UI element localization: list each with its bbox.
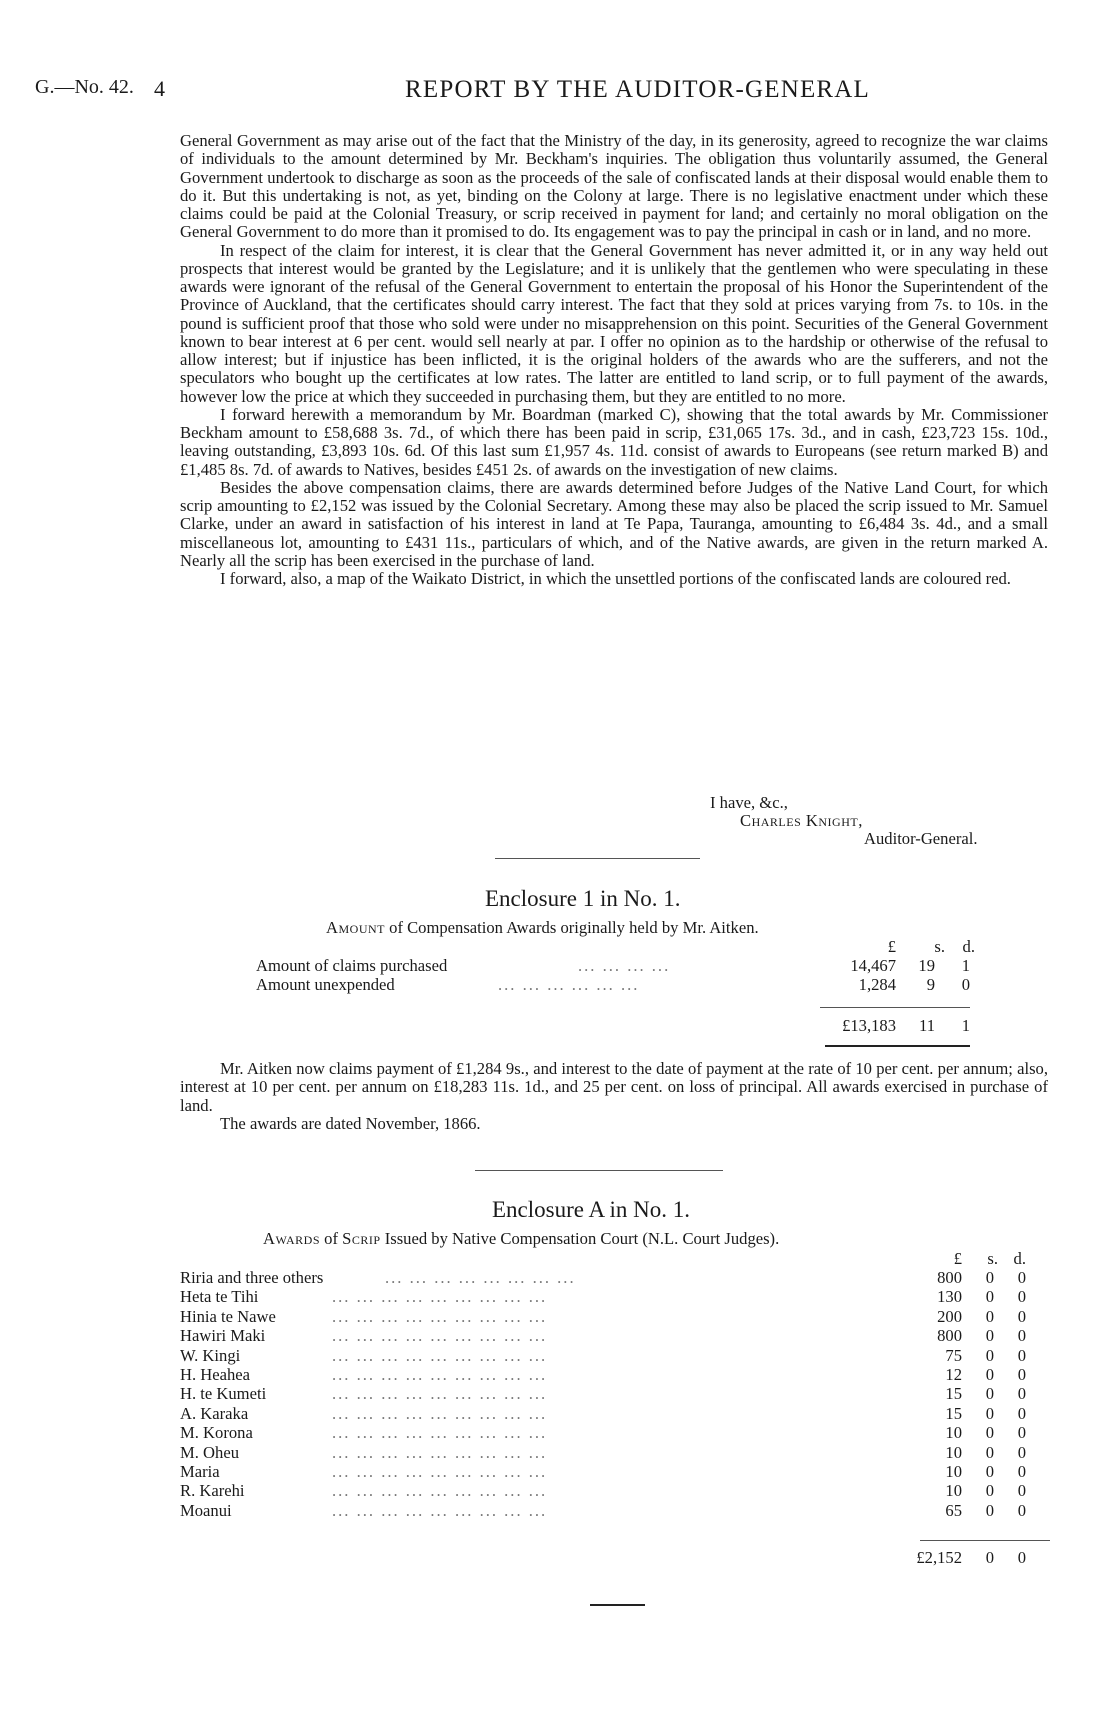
total-pence: 0: [1017, 1548, 1026, 1567]
dot-leader: ... ... ... ... ... ... ... ... ...: [332, 1326, 548, 1346]
pence-value: 0: [1017, 1481, 1026, 1501]
section-divider: [475, 1170, 723, 1171]
letter-paragraph: I forward, also, a map of the Waikato District, in which the unsettled portions of the confiscated lands are coloured red.: [220, 569, 1011, 588]
pounds-value: 800: [937, 1268, 962, 1287]
shillings-value: 0: [985, 1268, 994, 1287]
letter-paragraph: I forward herewith a memorandum by Mr. Boardman (marked C), showing that the total awards by Mr. Commissioner Beckham amount to £58,688 3s. 7d., of which there has been paid in scrip, £31,065 17s. 3d., and in cash, £23,723 15s. 10d., leaving outstanding, £3,893 10s. 6d. Of this last sum £1,957 4s. 11d. consist of awards to Europeans (see return marked B) and £1,485 8s. 7d. of awards to Natives, besides £451 2s. of awards on the investigation of new claims.: [180, 404, 1048, 479]
pence-value: 0: [1017, 1326, 1026, 1346]
table-total-row: [256, 1016, 976, 1035]
table-row: [180, 1443, 1050, 1462]
dot-leader: ... ... ... ... ... ... ... ... ...: [332, 1423, 548, 1443]
pence-value: 0: [1017, 1306, 1026, 1326]
letter-closing: I have, &c.,: [710, 793, 788, 812]
dot-leader: ... ... ... ... ... ... ... ... ...: [332, 1384, 548, 1404]
row-label: W. Kingi: [180, 1345, 241, 1365]
enclosure-1-title: Enclosure 1 in No. 1.: [485, 886, 681, 911]
table-row: [180, 1501, 1050, 1520]
enclosure-1-subtitle: [326, 918, 759, 938]
dot-leader: ... ... ... ...: [578, 956, 671, 975]
pounds-value: 65: [945, 1500, 962, 1520]
enclosure-a-subtitle: [263, 1229, 779, 1249]
pounds-value: 10: [945, 1442, 962, 1462]
row-label: Hawiri Maki: [180, 1326, 266, 1346]
table-header: [256, 937, 976, 956]
pence-value: 0: [1017, 1287, 1026, 1307]
dot-leader: ... ... ... ... ... ... ... ... ...: [332, 1500, 548, 1520]
pounds-value: 15: [945, 1403, 962, 1423]
row-label: R. Karehi: [180, 1481, 245, 1501]
dot-leader: ... ... ... ... ... ...: [498, 975, 640, 994]
table-row: [180, 1462, 1050, 1481]
row-label: A. Karaka: [180, 1403, 249, 1423]
row-label: Heta te Tihi: [180, 1287, 259, 1307]
letter-paragraph: General Government as may arise out of the fact that the Ministry of the day, in its generosity, agreed to recognize the war claims of individuals to the amount determined by Mr. Beckham's inquiries. The obligation thus voluntarily assumed, the General Government undertook to discharge as soon as the proceeds of the sale of confiscated lands at their disposal would enable them to do it. But this undertaking is not, as yet, binding on the Colony at large. There is no legislative enactment under which these claims could be paid at the Colonial Treasury, or scrip received in payment for land; and certainly no moral obligation on the General Government to do more than it promised to do. Its engagement was to pay the principal in cash or in land, and no more.: [180, 131, 1048, 242]
enclosure-a-title: Enclosure A in No. 1.: [492, 1197, 691, 1222]
section-divider: [495, 858, 700, 859]
shillings-value: 0: [985, 1287, 994, 1307]
pence-value: 0: [1017, 1403, 1026, 1423]
pence-value: 0: [961, 975, 970, 994]
letter-paragraph: Besides the above compensation claims, there are awards determined before Judges of the Native Land Court, for which scrip amounting to £2,152 was issued by the Colonial Secretary. Among these may also be placed the scrip issued to Mr. Samuel Clarke, under an award in satisfaction of his interest in land at Te Papa, Tauranga, amounting to £6,484 3s. 4d., and a small miscellaneous lot, amounting to £431 11s., particulars of which, and of the Native awards, are given in the return marked A. Nearly all the scrip has been exercised in the purchase of land.: [180, 477, 1048, 570]
letter-paragraph: In respect of the claim for interest, it is clear that the General Government has never admitted it, or in any way held out prospects that interest would be granted by the Legislature; and it is unlikely that the gentlemen who were speculating in these awards were ignorant of the refusal of the General Government to entertain the proposal of his Honor the Superintendent of the Province of Auckland, that the certificates should carry interest. The fact that they sold at prices varying from 7s. to 10s. in the pound is sufficient proof that those who sold were under no misapprehension on this point. Securities of the General Government known to bear interest at 6 per cent. would sell nearly at par. I offer no opinion as to the hardship or otherwise of the refusal to allow interest; but if injustice has been inflicted, it is the original holders of the awards who are the sufferers, and not the speculators who bought up the certificates at low rates. The latter are entitled to land scrip, or to full payment of the awards, however low the price at which they succeeded in purchasing them, but they are entitled to no more.: [180, 240, 1048, 406]
shillings-value: 0: [985, 1306, 994, 1326]
pence-header: d.: [962, 937, 975, 956]
table-row: [180, 1384, 1050, 1403]
table-row: [180, 1268, 1050, 1287]
dot-leader: ... ... ... ... ... ... ... ... ...: [332, 1306, 548, 1326]
subtitle-lead: Awards: [263, 1229, 320, 1248]
table-total-row: [180, 1548, 1050, 1567]
pounds-value: 10: [945, 1462, 962, 1481]
pounds-value: 130: [937, 1287, 962, 1307]
table-row: [180, 1365, 1050, 1384]
table-row: [180, 1481, 1050, 1500]
shillings-value: 0: [985, 1481, 994, 1501]
pence-value: 0: [1017, 1423, 1026, 1443]
total-rule: [820, 1007, 970, 1008]
dot-leader: ... ... ... ... ... ... ... ... ...: [332, 1481, 548, 1501]
total-pence: 1: [961, 1016, 970, 1035]
pounds-value: 10: [945, 1481, 962, 1501]
table-row: [256, 975, 976, 994]
table-row: [180, 1307, 1050, 1326]
table-row: [180, 1404, 1050, 1423]
shillings-value: 0: [985, 1403, 994, 1423]
letter-body: [180, 132, 1048, 588]
document-reference: G.—No. 42.: [35, 76, 134, 98]
shillings-value: 19: [918, 956, 935, 975]
row-label: H. Heahea: [180, 1365, 251, 1384]
shillings-value: 9: [926, 975, 935, 994]
shillings-value: 0: [985, 1345, 994, 1365]
pounds-value: 14,467: [850, 956, 896, 975]
pence-value: 1: [961, 956, 970, 975]
page-number: 4: [154, 76, 165, 101]
pounds-value: 1,284: [858, 975, 896, 994]
shillings-value: 0: [985, 1423, 994, 1443]
total-pounds: £13,183: [842, 1016, 896, 1035]
shillings-value: 0: [985, 1462, 994, 1481]
row-label: Amount unexpended: [256, 975, 395, 994]
pounds-value: 15: [945, 1384, 962, 1404]
table-row: [256, 956, 976, 975]
shillings-value: 0: [985, 1500, 994, 1520]
pounds-value: 75: [945, 1345, 962, 1365]
table-header: [180, 1249, 1050, 1268]
shillings-header: s.: [934, 937, 945, 956]
row-label: Riria and three others: [180, 1268, 324, 1287]
total-shillings: 0: [985, 1548, 994, 1567]
pence-value: 0: [1017, 1384, 1026, 1404]
enclosure-1-notes: [180, 1060, 1048, 1133]
dot-leader: ... ... ... ... ... ... ... ... ...: [332, 1462, 548, 1481]
pence-value: 0: [1017, 1442, 1026, 1462]
pounds-value: 800: [937, 1326, 962, 1346]
pounds-value: 200: [937, 1306, 962, 1326]
note-paragraph: The awards are dated November, 1866.: [220, 1113, 481, 1133]
subtitle-rest: of Compensation Awards originally held by Mr. Aitken.: [389, 918, 759, 937]
row-label: M. Korona: [180, 1423, 253, 1443]
pence-value: 0: [1017, 1268, 1026, 1287]
dot-leader: ... ... ... ... ... ... ... ... ...: [332, 1442, 548, 1462]
subtitle-lead: Scrip: [342, 1229, 381, 1248]
double-total-rule: [825, 1045, 970, 1047]
dot-leader: ... ... ... ... ... ... ... ... ...: [332, 1403, 548, 1423]
pence-value: 0: [1017, 1462, 1026, 1481]
row-label: Maria: [180, 1462, 220, 1481]
dot-leader: ... ... ... ... ... ... ... ...: [385, 1268, 576, 1287]
row-label: H. te Kumeti: [180, 1384, 267, 1404]
running-header: [35, 76, 1080, 104]
shillings-value: 0: [985, 1384, 994, 1404]
pounds-header: £: [953, 1249, 962, 1268]
pence-value: 0: [1017, 1365, 1026, 1384]
row-label: Hinia te Nawe: [180, 1306, 276, 1326]
row-label: Amount of claims purchased: [256, 956, 448, 975]
dot-leader: ... ... ... ... ... ... ... ... ...: [332, 1365, 548, 1384]
pounds-header: £: [887, 937, 896, 956]
shillings-value: 0: [985, 1326, 994, 1346]
total-pounds: £2,152: [916, 1548, 962, 1567]
pence-header: d.: [1013, 1249, 1026, 1268]
table-row: [180, 1326, 1050, 1345]
signatory-name: Charles Knight,: [740, 811, 863, 830]
note-paragraph: Mr. Aitken now claims payment of £1,284 9s., and interest to the date of payment at the rate of 10 per cent. per annum; also, interest at 10 per cent. per annum on £18,283 11s. 1d., and 25 per cent. on loss of principal. All awards exercised in purchase of land.: [180, 1059, 1048, 1115]
pence-value: 0: [1017, 1500, 1026, 1520]
end-rule: [590, 1604, 645, 1606]
shillings-value: 0: [985, 1365, 994, 1384]
subtitle-rest: Issued by Native Compensation Court (N.L. Court Judges).: [384, 1229, 780, 1248]
table-row: [180, 1346, 1050, 1365]
shillings-header: s.: [987, 1249, 998, 1268]
total-rule: [920, 1540, 1050, 1541]
signatory-title: Auditor-General.: [864, 829, 978, 848]
pence-value: 0: [1017, 1345, 1026, 1365]
page-title: REPORT BY THE AUDITOR-GENERAL: [405, 76, 871, 103]
shillings-value: 0: [985, 1442, 994, 1462]
dot-leader: ... ... ... ... ... ... ... ... ...: [332, 1287, 548, 1307]
pounds-value: 12: [945, 1365, 962, 1384]
row-label: Moanui: [180, 1500, 232, 1520]
row-label: M. Oheu: [180, 1442, 239, 1462]
table-row: [180, 1423, 1050, 1442]
subtitle-lead: Amount: [326, 918, 385, 937]
pounds-value: 10: [945, 1423, 962, 1443]
dot-leader: ... ... ... ... ... ... ... ... ...: [332, 1345, 548, 1365]
subtitle-word: of: [324, 1229, 338, 1248]
table-row: [180, 1287, 1050, 1306]
total-shillings: 11: [919, 1016, 935, 1035]
